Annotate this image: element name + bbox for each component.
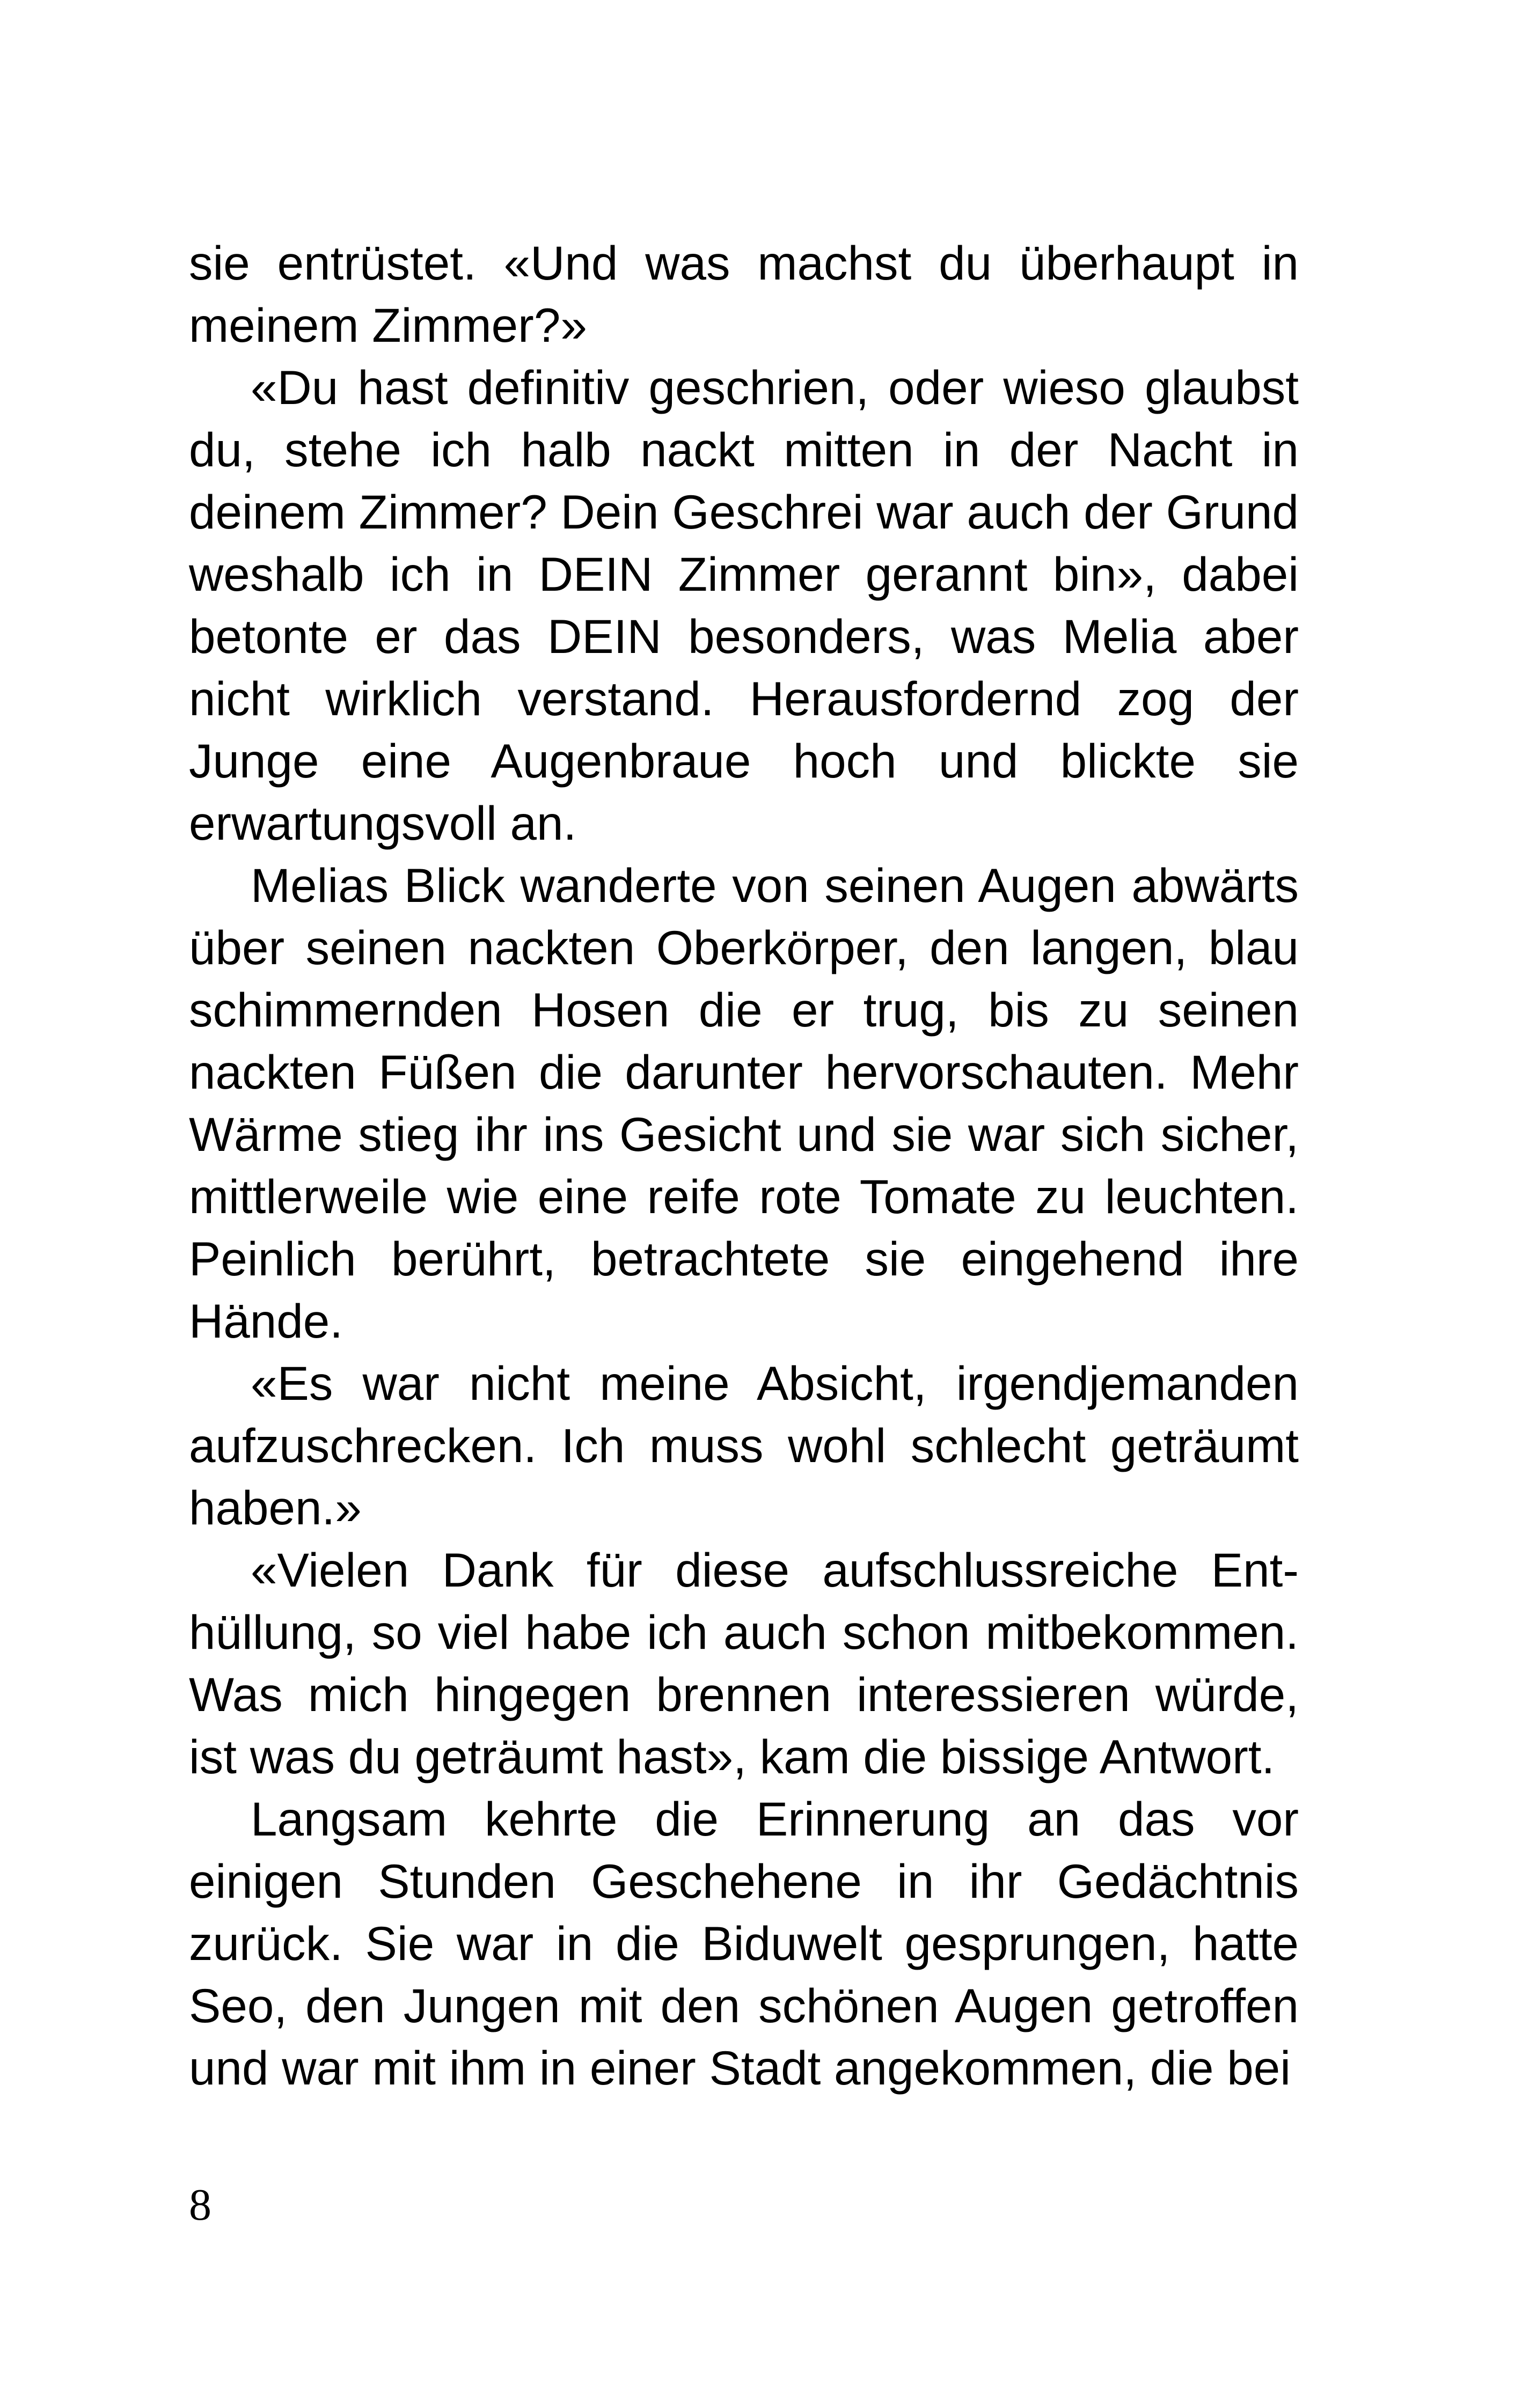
paragraph-2: «Du hast definitiv geschrien, oder wieso glaubst du, stehe ich halb nackt mitten in der Nacht in deinem Zimmer? Dein Geschrei war auch der Grund weshalb ich in DEIN Zimmer gerannt bin», dabei betonte er das DEIN besonders, was Melia aber nicht wirklich verstand. Herausfordernd zog der Junge eine Augenbraue hoch und blickte sie erwartungsvoll an. — [189, 361, 1299, 850]
page-number: 8 — [189, 2180, 211, 2230]
body-text — [189, 232, 1299, 2099]
paragraph-5: «Vielen Dank für diese aufschlussreiche Enthüllung, so viel habe ich auch schon mitbekommen. Was mich hingegen brennen interessieren würde, ist was du geträumt hast», kam die bissige Antwort. — [189, 1543, 1299, 1783]
paragraph-6: Langsam kehrte die Erinnerung an das vor einigen Stunden Geschehene in ihr Gedächtnis zurück. Sie war in die Biduwelt gesprungen, hatte Seo, den Jungen mit den schönen Augen getroffen und war mit ihm in einer Stadt angekommen, die bei — [189, 1792, 1299, 2095]
paragraph-1: sie entrüstet. «Und was machst du überhaupt in meinem Zimmer?» — [189, 236, 1299, 352]
paragraph-4: «Es war nicht meine Absicht, irgendjemanden aufzuschrecken. Ich muss wohl schlecht geträumt haben.» — [189, 1356, 1299, 1535]
paragraph-3: Melias Blick wanderte von seinen Augen abwärts über seinen nackten Oberkörper, den langen, blau schimmernden Hosen die er trug, bis zu seinen nackten Füßen die darunter hervorschauten. Mehr Wärme stieg ihr ins Gesicht und sie war sich sicher, mittlerweile wie eine reife rote Tomate zu leuchten. Peinlich berührt, betrachtete sie eingehend ihre Hände. — [189, 858, 1299, 1348]
